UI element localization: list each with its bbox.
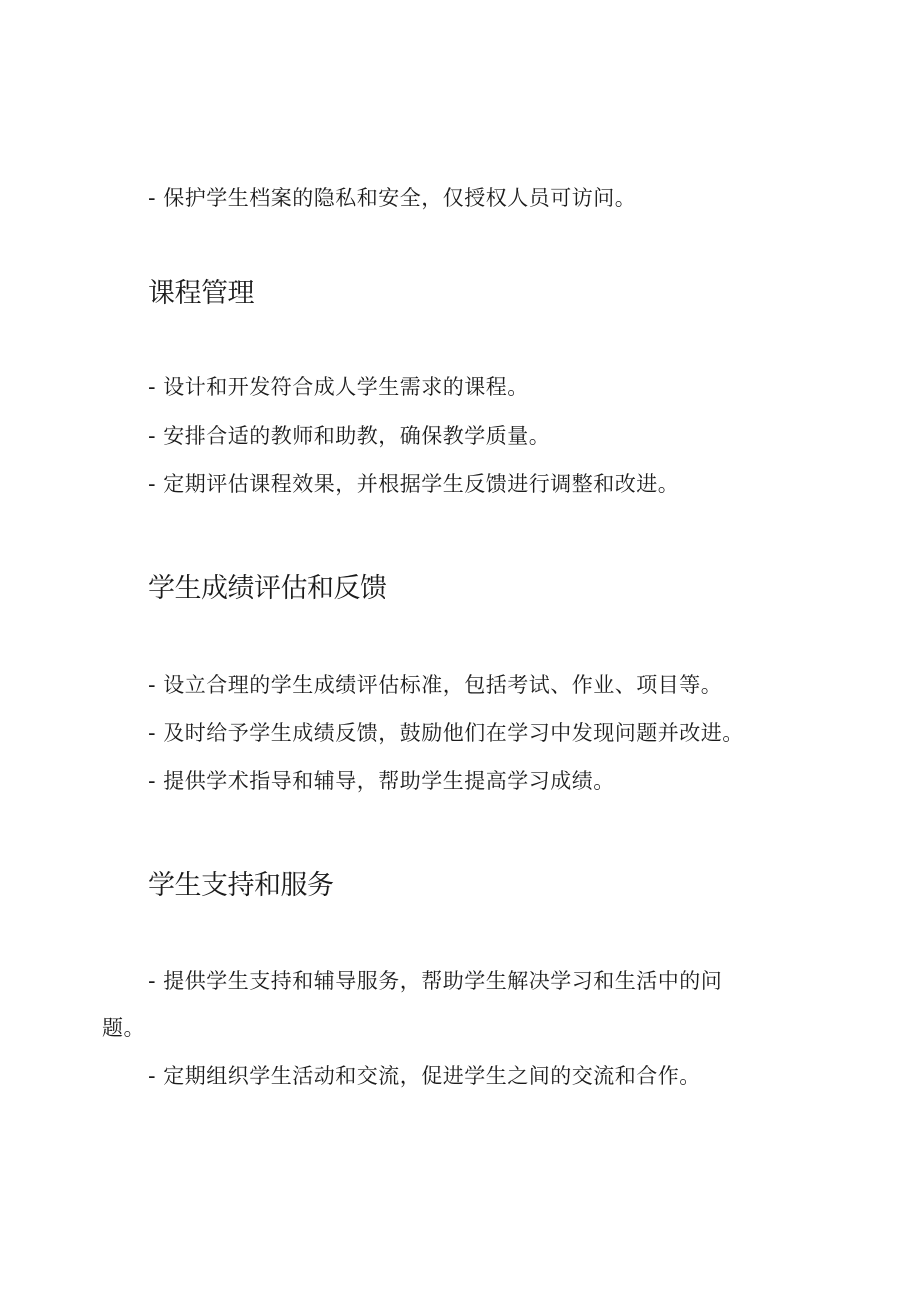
list-item: - 保护学生档案的隐私和安全，仅授权人员可访问。: [148, 186, 637, 210]
list-item: - 设立合理的学生成绩评估标准，包括考试、作业、项目等。: [148, 673, 723, 697]
list-item: - 设计和开发符合成人学生需求的课程。: [148, 375, 529, 399]
list-item: - 安排合适的教师和助教，确保教学质量。: [148, 424, 551, 448]
section-heading-grade-assessment: 学生成绩评估和反馈: [148, 573, 387, 604]
list-item-continuation: 题。: [102, 1016, 145, 1040]
section-heading-student-support: 学生支持和服务: [148, 870, 334, 901]
list-item: - 及时给予学生成绩反馈，鼓励他们在学习中发现问题并改进。: [148, 721, 744, 745]
section-heading-course-management: 课程管理: [148, 278, 254, 309]
list-item: - 提供学生支持和辅导服务，帮助学生解决学习和生活中的问: [148, 969, 723, 993]
list-item: - 提供学术指导和辅导，帮助学生提高学习成绩。: [148, 769, 615, 793]
list-item: - 定期组织学生活动和交流，促进学生之间的交流和合作。: [148, 1064, 701, 1088]
list-item: - 定期评估课程效果，并根据学生反馈进行调整和改进。: [148, 472, 680, 496]
